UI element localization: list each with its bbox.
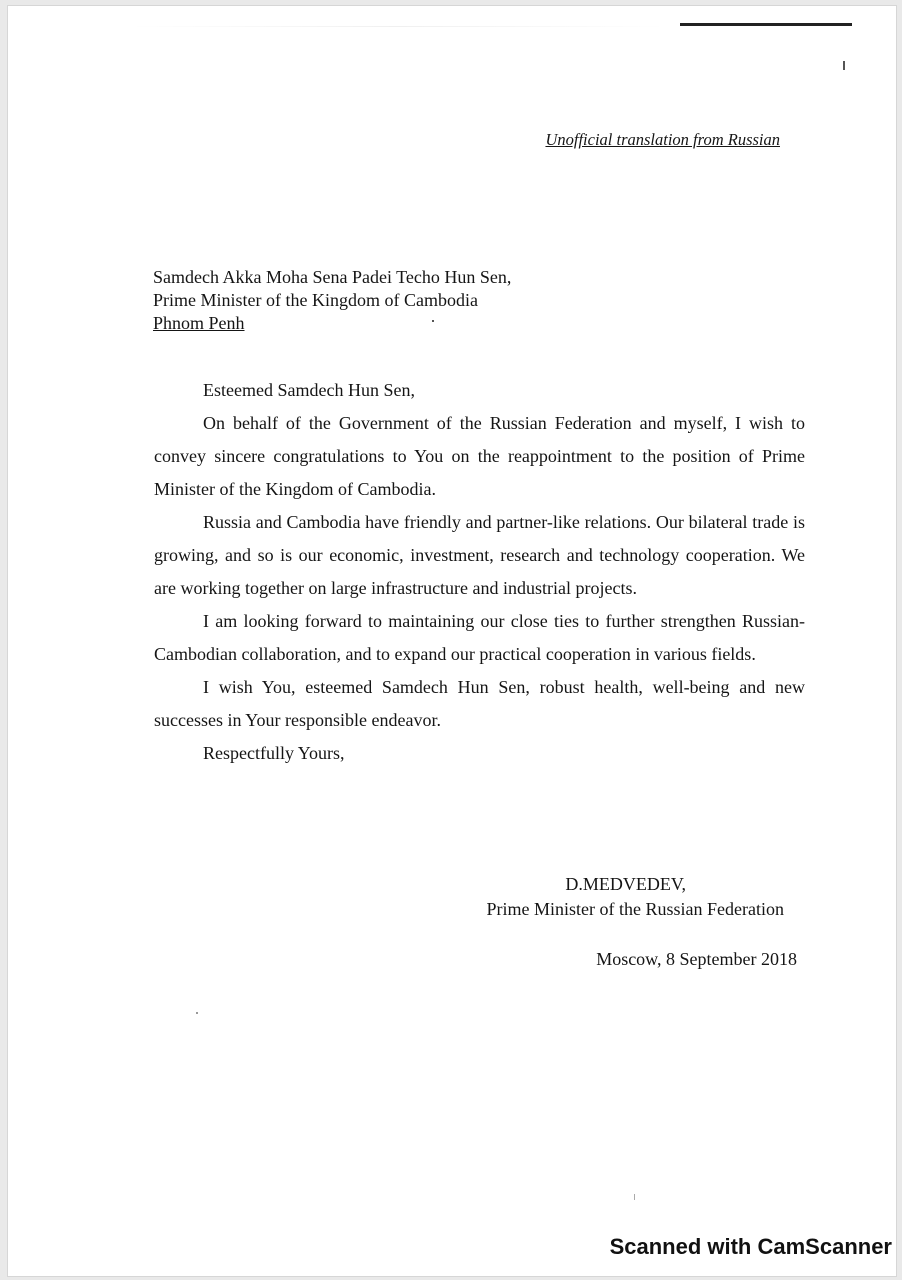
paragraph-cooperation: I am looking forward to maintaining our close ties to further strengthen Russian-Cambodian collaboration, and to expand our practical cooperation in various fields.	[154, 611, 805, 664]
signature-block	[487, 872, 784, 922]
paragraph-wishes: I wish You, esteemed Samdech Hun Sen, robust health, well-being and new successes in Your responsible endeavor.	[154, 677, 805, 730]
addressee-block	[153, 266, 511, 335]
addressee-city: Phnom Penh	[153, 313, 245, 333]
scan-speck	[634, 1194, 635, 1200]
place-date: Moscow, 8 September 2018	[596, 949, 797, 969]
document-page	[8, 6, 896, 1276]
scan-speck	[843, 61, 845, 70]
salutation: Esteemed Samdech Hun Sen,	[203, 380, 415, 400]
addressee-title: Prime Minister of the Kingdom of Cambodia	[153, 290, 478, 310]
scanner-watermark: Scanned with CamScanner	[609, 1234, 892, 1259]
signatory-name: D.MEDVEDEV,	[565, 874, 686, 894]
scan-edge-line	[680, 23, 852, 26]
translation-note: Unofficial translation from Russian	[545, 130, 780, 149]
addressee-name: Samdech Akka Moha Sena Padei Techo Hun Sen,	[153, 267, 512, 287]
scan-speck	[196, 1012, 198, 1014]
signatory-title: Prime Minister of the Russian Federation	[486, 899, 784, 919]
closing: Respectfully Yours,	[203, 743, 345, 763]
paragraph-congratulations: On behalf of the Government of the Russian Federation and myself, I wish to convey sincere congratulations to You on the reappointment to the position of Prime Minister of the Kingdom of Cambodia.	[154, 413, 805, 499]
scan-shadow	[128, 26, 668, 27]
paragraph-relations: Russia and Cambodia have friendly and partner-like relations. Our bilateral trade is growing, and so is our economic, investment, research and technology cooperation. We are working together on large infrastructure and industrial projects.	[154, 512, 805, 598]
letter-body	[154, 374, 805, 770]
